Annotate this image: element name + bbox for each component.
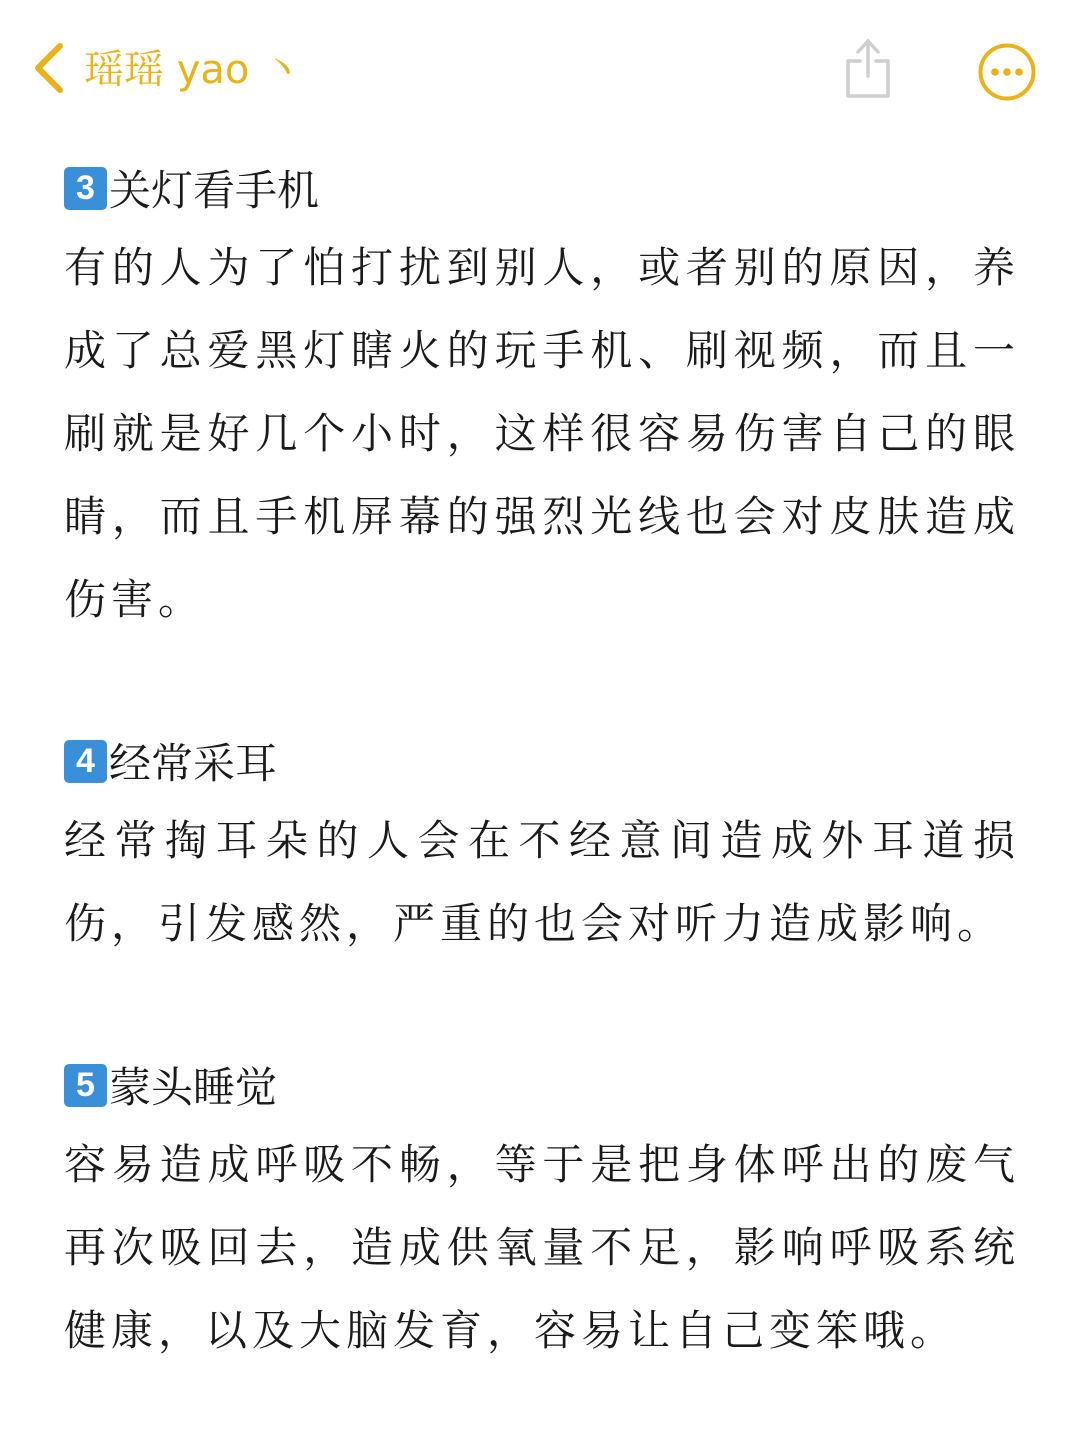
section-title: 蒙头睡觉 [109, 1063, 278, 1112]
share-button[interactable] [840, 34, 896, 102]
section-heading [64, 1047, 1020, 1123]
section-heading [64, 723, 1020, 799]
chevron-left-icon [32, 42, 68, 94]
more-button[interactable] [977, 42, 1037, 102]
section-4 [64, 723, 1020, 965]
navigation-bar [0, 0, 1080, 140]
section-3 [64, 150, 1020, 641]
author-name[interactable]: 瑶瑶 yao 丶 [84, 47, 303, 93]
section-5 [64, 1047, 1020, 1372]
section-body: 经常掏耳朵的人会在不经意间造成外耳道损伤，引发感然，严重的也会对听力造成影响。 [64, 816, 1020, 948]
section-heading [64, 150, 1020, 226]
number-badge: 5 [64, 1064, 107, 1107]
share-icon [842, 36, 894, 100]
number-badge: 4 [64, 740, 107, 783]
back-button[interactable] [28, 40, 72, 96]
section-title: 经常采耳 [109, 739, 278, 788]
note-content [64, 150, 1020, 1372]
more-dots-icon [977, 42, 1037, 102]
number-badge: 3 [64, 167, 107, 210]
section-title: 关灯看手机 [109, 166, 320, 215]
section-body: 有的人为了怕打扰到别人，或者别的原因，养成了总爱黑灯瞎火的玩手机、刷视频，而且一刷就是好几个小时，这样很容易伤害自己的眼睛，而且手机屏幕的强烈光线也会对皮肤造成伤害。 [64, 243, 1020, 624]
section-body: 容易造成呼吸不畅，等于是把身体呼出的废气再次吸回去，造成供氧量不足，影响呼吸系统健康，以及大脑发育，容易让自己变笨哦。 [64, 1140, 1020, 1355]
